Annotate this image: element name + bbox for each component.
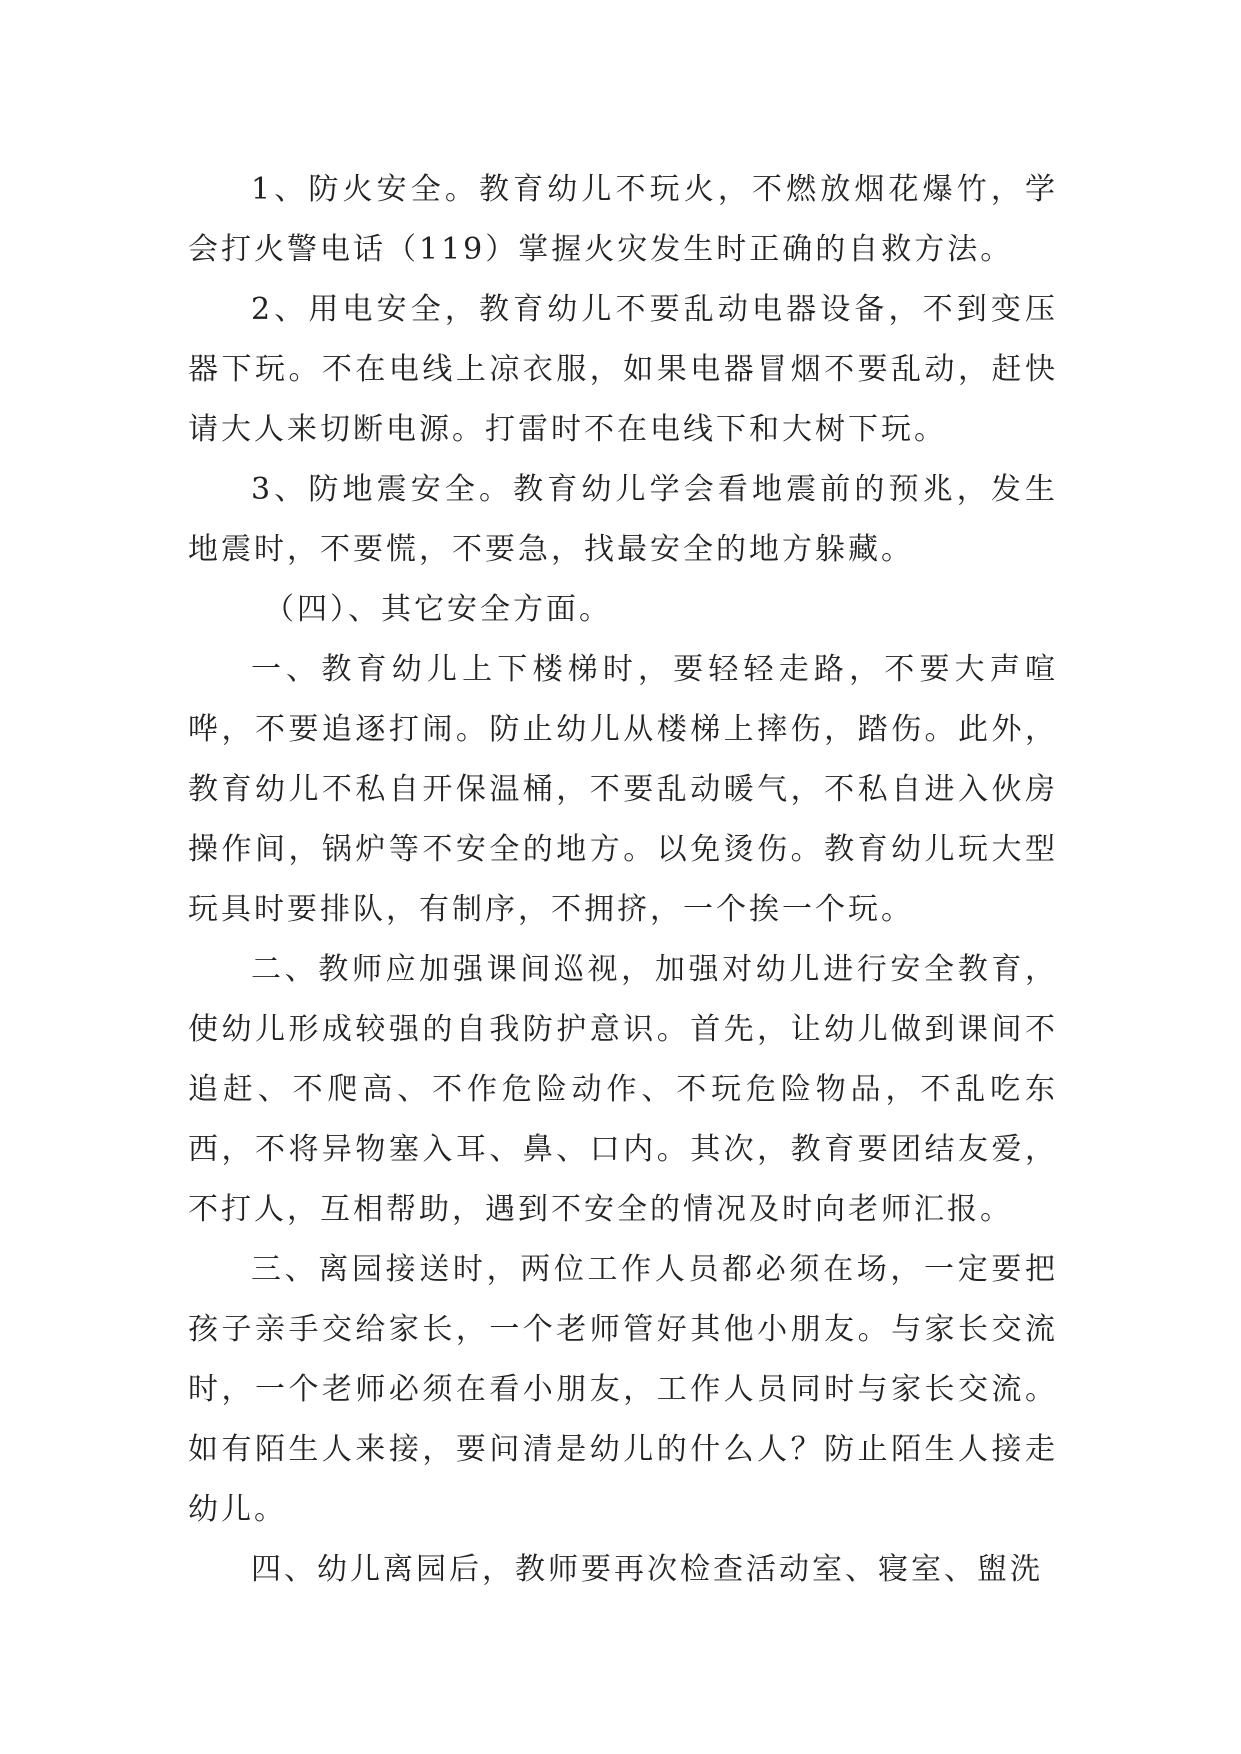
paragraph-after-dismissal: 四、幼儿离园后，教师要再次检查活动室、寝室、盥洗 [251,1552,1043,1587]
paragraph-fire-safety: 1、防火安全。教育幼儿不玩火，不燃放烟花爆竹，学会打火警电话（119）掌握火灾发生时正确的自救方法。 [188,172,1058,267]
paragraph-electric-safety: 2、用电安全，教育幼儿不要乱动电器设备，不到变压器下玩。不在电线上凉衣服，如果电器冒烟不要乱动，赶快请大人来切断电源。打雷时不在电线下和大树下玩。 [188,292,1058,447]
section-heading-other-safety: （四）、其它安全方面。 [264,592,612,627]
paragraph-stairs-safety: 一、教育幼儿上下楼梯时，要轻轻走路，不要大声喧哗，不要追逐打闹。防止幼儿从楼梯上摔伤，踏伤。此外，教育幼儿不私自开保温桶，不要乱动暖气，不私自进入伙房操作间，锅炉等不安全的地方。以免烫伤。教育幼儿玩大型玩具时要排队，有制序，不拥挤，一个挨一个玩。 [188,652,1058,927]
document-body [188,160,1058,1600]
paragraph-earthquake-safety: 3、防地震安全。教育幼儿学会看地震前的预兆，发生地震时，不要慌，不要急，找最安全的地方躲藏。 [188,472,1058,567]
paragraph-pickup-safety: 三、离园接送时，两位工作人员都必须在场，一定要把孩子亲手交给家长，一个老师管好其他小朋友。与家长交流时，一个老师必须在看小朋友，工作人员同时与家长交流。如有陌生人来接，要问清是幼儿的什么人？防止陌生人接走幼儿。 [188,1252,1058,1527]
paragraph-teacher-supervision: 二、教师应加强课间巡视，加强对幼儿进行安全教育，使幼儿形成较强的自我防护意识。首先，让幼儿做到课间不追赶、不爬高、不作危险动作、不玩危险物品，不乱吃东西，不将异物塞入耳、鼻、口内。其次，教育要团结友爱，不打人，互相帮助，遇到不安全的情况及时向老师汇报。 [188,952,1058,1227]
